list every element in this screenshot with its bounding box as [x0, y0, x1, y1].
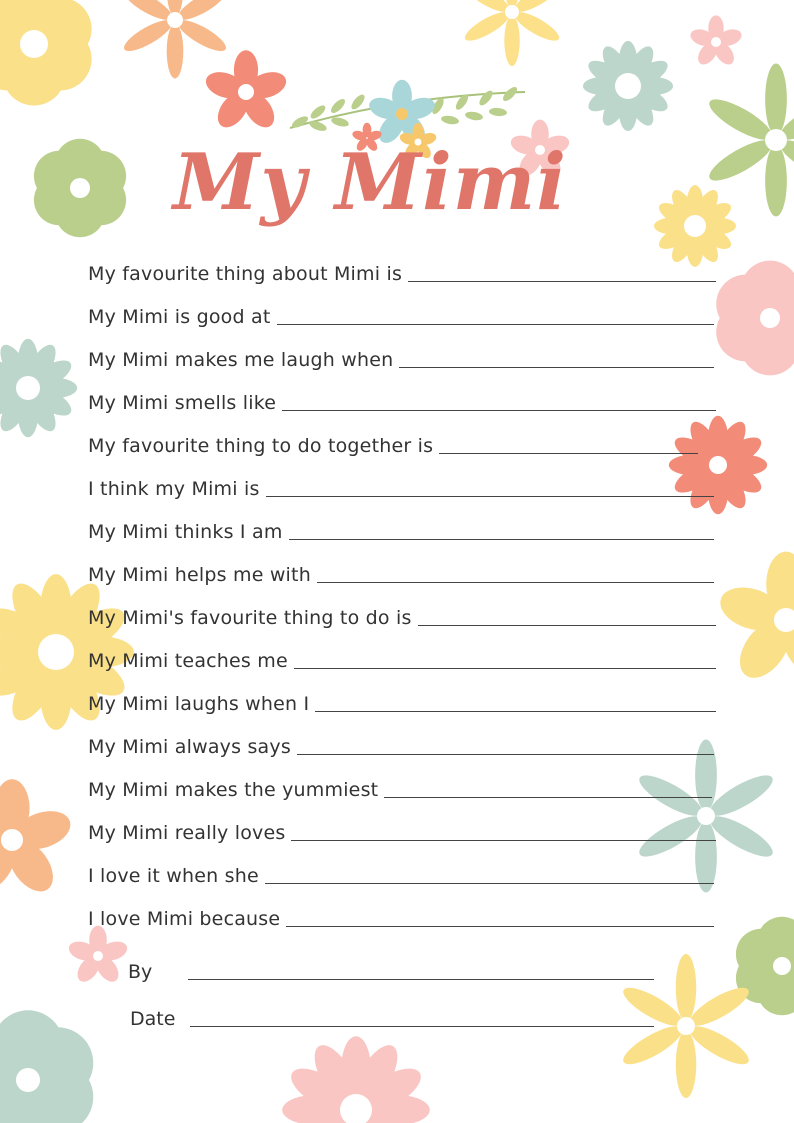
answer-line[interactable]	[315, 689, 716, 712]
answer-line[interactable]	[399, 345, 714, 368]
answer-line[interactable]	[277, 302, 715, 325]
prompt-label: My Mimi laughs when I	[88, 693, 310, 715]
prompt-row-4[interactable]	[88, 385, 716, 415]
prompt-label: My Mimi smells like	[88, 392, 277, 414]
answer-line[interactable]	[294, 646, 716, 669]
answer-line[interactable]	[297, 732, 714, 755]
prompt-row-7[interactable]	[88, 514, 714, 544]
answer-line[interactable]	[266, 474, 714, 497]
prompt-row-2[interactable]	[88, 299, 714, 329]
prompt-label: My Mimi is good at	[88, 306, 271, 328]
prompt-row-3[interactable]	[88, 342, 714, 372]
prompt-label: My Mimi thinks I am	[88, 521, 283, 543]
prompt-row-10[interactable]	[88, 643, 716, 673]
prompt-label: My Mimi makes me laugh when	[88, 349, 394, 371]
prompt-row-13[interactable]	[88, 772, 712, 802]
prompt-row-14[interactable]	[88, 815, 716, 845]
answer-line[interactable]	[291, 818, 716, 841]
flower-yellow-top-left	[0, 0, 92, 106]
prompt-label: My favourite thing to do together is	[88, 435, 434, 457]
prompt-label: My Mimi makes the yummiest	[88, 779, 379, 801]
prompt-row-1[interactable]	[88, 256, 716, 286]
prompt-label: I think my Mimi is	[88, 478, 260, 500]
date-label: Date	[130, 1008, 176, 1030]
answer-line[interactable]	[289, 517, 714, 540]
answer-line[interactable]	[439, 431, 698, 454]
signature-by-row[interactable]	[128, 954, 654, 984]
prompt-row-12[interactable]	[88, 729, 714, 759]
answer-line[interactable]	[282, 388, 716, 411]
answer-line[interactable]	[265, 861, 714, 884]
answer-line[interactable]	[286, 904, 714, 927]
prompt-label: My Mimi always says	[88, 736, 291, 758]
by-label: By	[128, 961, 153, 983]
prompt-row-9[interactable]	[88, 600, 716, 630]
page-title: My Mimi	[173, 137, 567, 228]
prompt-label: My Mimi teaches me	[88, 650, 288, 672]
prompt-label: My favourite thing about Mimi is	[88, 263, 403, 285]
answer-line[interactable]	[317, 560, 714, 583]
prompt-label: I love Mimi because	[88, 908, 281, 930]
answer-line[interactable]	[418, 603, 716, 626]
signature-date-row[interactable]	[130, 1001, 654, 1031]
by-line[interactable]	[188, 957, 654, 980]
prompt-row-15[interactable]	[88, 858, 714, 888]
prompt-row-16[interactable]	[88, 901, 714, 931]
prompt-row-6[interactable]	[88, 471, 714, 501]
prompt-label: My Mimi really loves	[88, 822, 286, 844]
prompt-label: My Mimi helps me with	[88, 564, 311, 586]
answer-line[interactable]	[384, 775, 712, 798]
prompt-label: I love it when she	[88, 865, 259, 887]
prompt-row-8[interactable]	[88, 557, 714, 587]
prompt-label: My Mimi's favourite thing to do is	[88, 607, 412, 629]
prompt-row-11[interactable]	[88, 686, 716, 716]
prompt-row-5[interactable]	[88, 428, 698, 458]
date-line[interactable]	[190, 1004, 654, 1027]
answer-line[interactable]	[408, 259, 716, 282]
